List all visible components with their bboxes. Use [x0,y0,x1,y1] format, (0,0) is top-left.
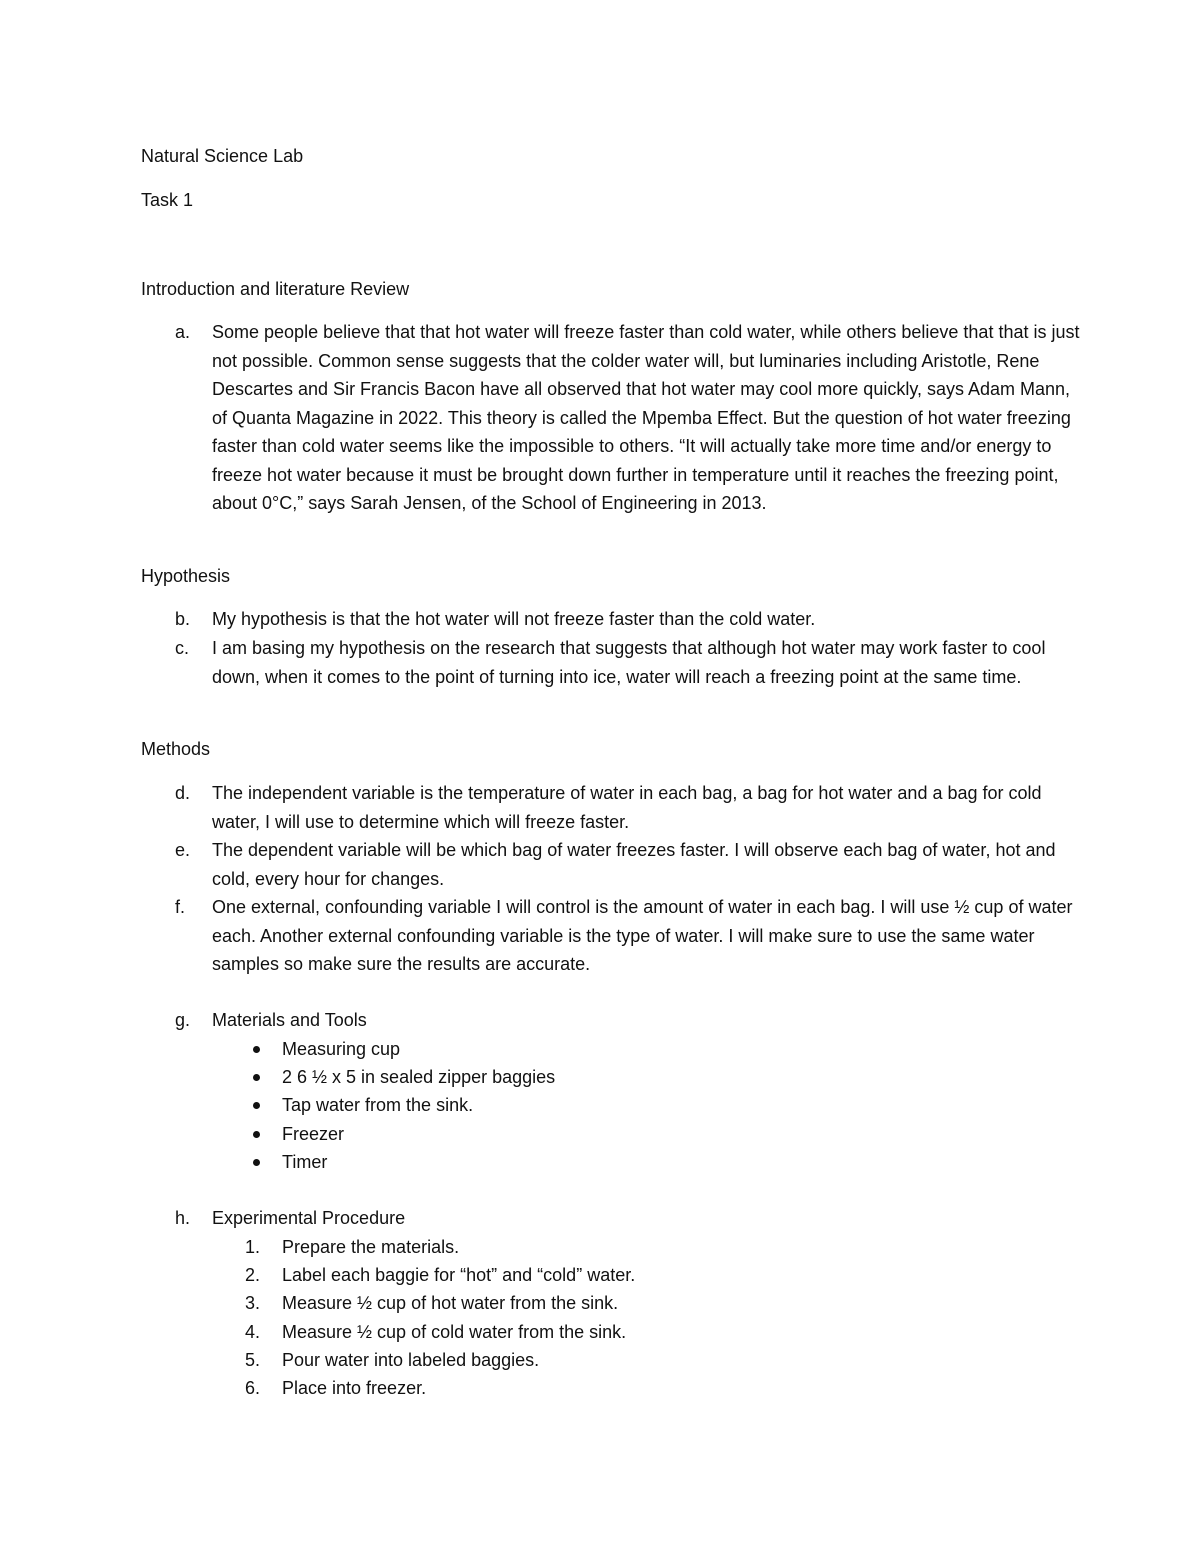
step-text: Measure ½ cup of hot water from the sink. [282,1293,619,1314]
confounding-variable-text: One external, confounding variable I will control is the amount of water in each bag. I will use ½ cup of water each. Another external confounding variable is the type of water. I will make sure to use the same water samples so make sure the results are accurate. [212,897,1073,974]
intro-item-a [141,318,1081,518]
intro-paragraph: Some people believe that that hot water will freeze faster than cold water, while others believe that that is just not possible. Common sense suggests that the colder water will, but luminaries including Aristotle, Rene Descartes and Sir Francis Bacon have all observed that hot water may cool more quickly, says Adam Mann, of Quanta Magazine in 2022. This theory is called the Mpemba Effect. But the question of hot water freezing faster than cold water seems like the impossible to others. “It will actually take more time and/or energy to freeze hot water because it must be brought down further in temperature until it reaches the freezing point, about 0°C,” says Sarah Jensen, of the School of Engineering in 2013. [212,322,1080,513]
list-item [141,1261,1041,1289]
bullet-icon [253,1131,260,1138]
step-text: Place into freezer. [282,1378,427,1399]
hypothesis-heading: Hypothesis [141,566,231,586]
step-text: Pour water into labeled baggies. [282,1349,540,1370]
procedure-heading: Experimental Procedure [212,1208,406,1228]
material-label: 2 6 ½ x 5 in sealed zipper baggies [282,1067,556,1088]
step-text: Prepare the materials. [282,1237,460,1257]
step-number: 3. [245,1293,261,1314]
methods-item-f [141,893,1081,979]
step-text: Label each baggie for “hot” and “cold” water. [282,1265,636,1286]
list-marker: h. [175,1208,191,1228]
step-number: 2. [245,1265,261,1286]
list-marker: c. [175,638,190,658]
list-item [141,1120,1041,1148]
list-item [141,1063,1041,1091]
hypothesis-statement: My hypothesis is that the hot water will not freeze faster than the cold water. [212,609,816,629]
list-item [141,1148,1041,1176]
list-item [141,1289,1041,1317]
methods-item-d [141,779,1081,836]
list-marker: a. [175,322,191,342]
procedure-steps [141,1233,1041,1402]
list-item [141,1233,1041,1261]
hypothesis-item-c [141,634,1081,691]
materials-heading: Materials and Tools [212,1010,367,1030]
bullet-icon [253,1046,260,1053]
document-title: Natural Science Lab [141,146,304,166]
bullet-icon [253,1102,260,1109]
task-label: Task 1 [141,190,194,210]
material-label: Freezer [282,1123,345,1144]
step-number: 5. [245,1349,261,1370]
methods-heading: Methods [141,739,211,759]
list-marker: b. [175,609,191,629]
list-item [141,1346,1041,1374]
intro-heading: Introduction and literature Review [141,279,410,299]
procedure-heading-item [141,1204,1081,1233]
list-marker: e. [175,840,191,860]
list-item [141,1318,1041,1346]
list-marker: f. [175,897,186,917]
list-item [141,1091,1041,1119]
material-label: Timer [282,1151,328,1172]
material-label: Measuring cup [282,1039,401,1059]
list-marker: g. [175,1010,191,1030]
hypothesis-basis: I am basing my hypothesis on the research that suggests that although hot water may work faster to cool down, when it comes to the point of turning into ice, water will reach a freezing point at the same time. [212,638,1046,687]
step-number: 1. [245,1237,261,1257]
materials-heading-item [141,1006,1081,1035]
step-text: Measure ½ cup of cold water from the sink. [282,1321,627,1342]
bullet-icon [253,1159,260,1166]
step-number: 6. [245,1378,261,1399]
dependent-variable-text: The dependent variable will be which bag of water freezes faster. I will observe each bag of water, hot and cold, every hour for changes. [212,840,1056,889]
list-marker: d. [175,783,191,803]
materials-list [141,1035,1041,1176]
independent-variable-text: The independent variable is the temperature of water in each bag, a bag for hot water and a bag for cold water, I will use to determine which will freeze faster. [212,783,1042,832]
list-item [141,1035,1041,1063]
bullet-icon [253,1074,260,1081]
methods-item-e [141,836,1081,893]
hypothesis-item-b [141,605,1081,634]
step-number: 4. [245,1321,261,1342]
material-label: Tap water from the sink. [282,1095,474,1116]
list-item [141,1374,1041,1402]
